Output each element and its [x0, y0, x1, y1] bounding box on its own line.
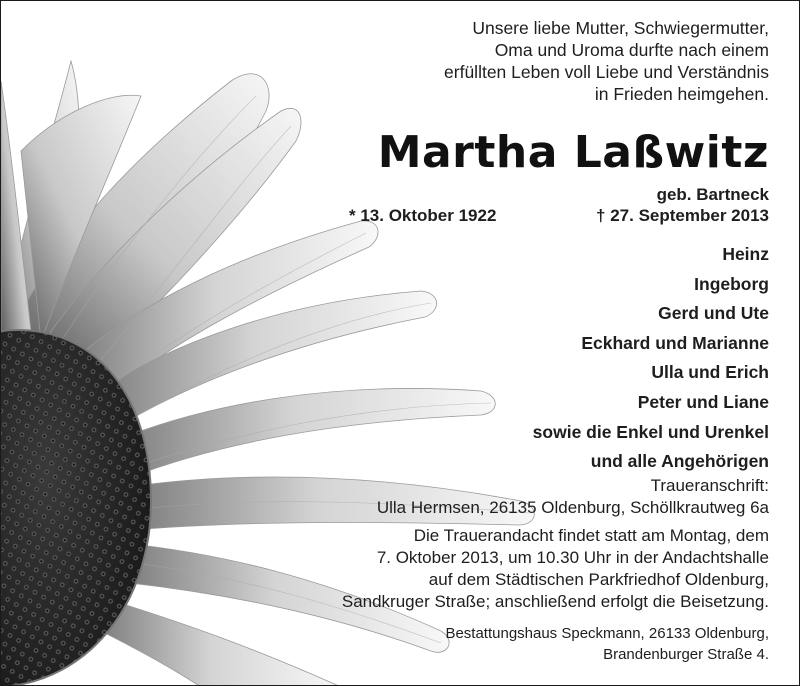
mourning-address — [377, 475, 769, 519]
address-line: Ulla Hermsen, 26135 Oldenburg, Schöllkrautweg 6a — [376, 498, 769, 517]
service-line: Die Trauerandacht findet statt am Montag, dem — [413, 526, 769, 545]
intro-line: in Frieden heimgehen. — [594, 84, 769, 104]
intro-line: Unsere liebe Mutter, Schwiegermutter, — [472, 18, 769, 38]
funeral-home-line: Brandenburger Straße 4. — [603, 646, 769, 663]
service-line: auf dem Städtischen Parkfriedhof Oldenburg, — [428, 570, 769, 589]
intro-text — [349, 17, 769, 105]
mourners-list — [533, 240, 769, 477]
mourner-name: Eckhard und Marianne — [581, 332, 769, 353]
maiden-name: geb. Bartneck — [656, 185, 769, 204]
mourner-name: und alle Angehörigen — [590, 451, 769, 472]
funeral-home-line: Bestattungshaus Speckmann, 26133 Oldenburg, — [445, 625, 769, 642]
deceased-name: Martha Laßwitz — [377, 127, 769, 178]
funeral-home — [445, 623, 769, 665]
address-label: Traueranschrift: — [650, 476, 769, 495]
birth-date: * 13. Oktober 1922 — [349, 206, 497, 225]
death-date: † 27. September 2013 — [596, 206, 769, 225]
service-line: 7. Oktober 2013, um 10.30 Uhr in der Andachtshalle — [376, 548, 769, 567]
mourner-name: Ingeborg — [694, 273, 769, 294]
mourner-name: Gerd und Ute — [658, 303, 769, 324]
mourner-name: Peter und Liane — [637, 391, 769, 412]
mourner-name: Ulla und Erich — [651, 362, 769, 383]
mourner-name: sowie die Enkel und Urenkel — [532, 421, 769, 442]
intro-line: erfüllten Leben voll Liebe und Verständnis — [444, 62, 769, 82]
life-dates — [349, 206, 769, 230]
mourner-name: Heinz — [722, 244, 769, 264]
service-line: Sandkruger Straße; anschließend erfolgt die Beisetzung. — [341, 592, 769, 611]
intro-line: Oma und Uroma durfte nach einem — [494, 40, 769, 60]
service-details — [329, 525, 769, 613]
